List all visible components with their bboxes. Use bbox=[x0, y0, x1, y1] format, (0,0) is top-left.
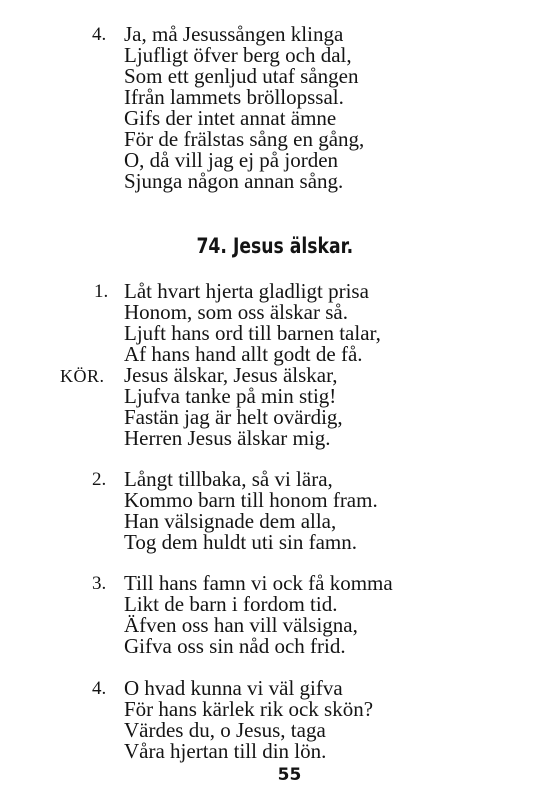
verse-line: Till hans famn vi ock få komma bbox=[124, 571, 393, 595]
verse-line: Likt de barn i fordom tid. bbox=[124, 592, 338, 616]
verse-line: Ljuft hans ord till barnen talar, bbox=[124, 321, 381, 345]
verse-line: O hvad kunna vi väl gifva bbox=[124, 676, 343, 700]
verse-line: Som ett genljud utaf sången bbox=[124, 64, 359, 88]
verse-line: Kommo barn till honom fram. bbox=[124, 488, 378, 512]
verse-line: Ifrån lammets bröllopssal. bbox=[124, 85, 344, 109]
verse-line: Sjunga någon annan sång. bbox=[124, 169, 344, 193]
verse-line: Af hans hand allt godt de få. bbox=[124, 342, 363, 366]
verse-line: Ja, må Jesussången klinga bbox=[124, 22, 344, 46]
verse-line: Våra hjertan till din lön. bbox=[124, 739, 327, 763]
stanza-number: 3. bbox=[92, 573, 107, 594]
verse-line: För de frälstas sång en gång, bbox=[124, 127, 365, 151]
verse-line: Fastän jag är helt ovärdig, bbox=[124, 405, 343, 429]
verse-line: Äfven oss han vill välsigna, bbox=[124, 613, 358, 637]
chorus-label: KÖR. bbox=[60, 366, 105, 386]
verse-line: Låt hvart hjerta gladligt prisa bbox=[124, 279, 369, 303]
stanza-number: 1. bbox=[94, 281, 109, 302]
verse-line: Gifs der intet annat ämne bbox=[124, 106, 337, 130]
verse-line: Värdes du, o Jesus, taga bbox=[124, 718, 326, 742]
verse-line: Tog dem huldt uti sin famn. bbox=[124, 530, 358, 554]
verse-line: Gifva oss sin nåd och frid. bbox=[124, 634, 346, 658]
verse-line: Herren Jesus älskar mig. bbox=[124, 426, 331, 450]
verse-line: Honom, som oss älskar så. bbox=[124, 300, 348, 324]
verse-line: Långt tillbaka, så vi lära, bbox=[124, 467, 333, 491]
verse-line: Han välsignade dem alla, bbox=[124, 509, 337, 533]
verse-line: För hans kärlek rik ock skön? bbox=[124, 697, 374, 721]
verse-line: O, då vill jag ej på jorden bbox=[124, 148, 339, 172]
page-number: 55 bbox=[277, 765, 302, 785]
verse-line: Jesus älskar, Jesus älskar, bbox=[124, 363, 338, 387]
hymn-title: 74. Jesus älskar. bbox=[196, 234, 354, 258]
stanza-number: 4. bbox=[92, 678, 107, 699]
verse-line: Ljufligt öfver berg och dal, bbox=[124, 43, 352, 67]
stanza-number: 4. bbox=[92, 24, 107, 45]
stanza-number: 2. bbox=[92, 469, 107, 490]
verse-line: Ljufva tanke på min stig! bbox=[124, 384, 337, 408]
